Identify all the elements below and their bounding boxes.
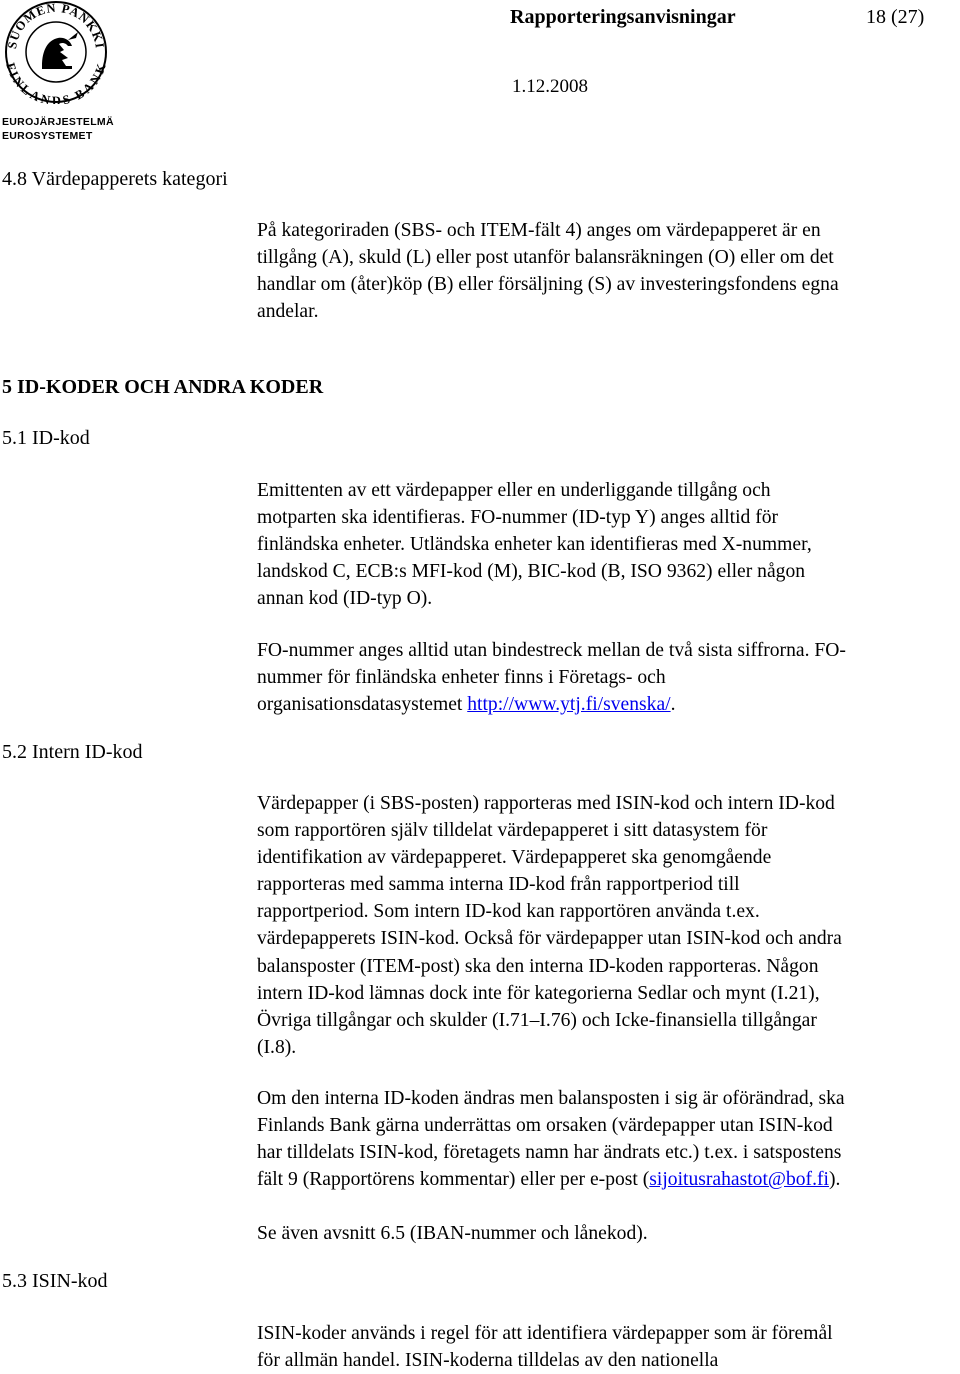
section-5-2-paragraph-1 xyxy=(257,790,957,1061)
finlands-bank-logo xyxy=(2,0,114,142)
text-line: Övriga tillgångar och skulder (I.71–I.76) och Icke-finansiella tillgångar xyxy=(257,1009,817,1031)
text-line: värdepapperets ISIN-kod. Också för värdepapper utan ISIN-kod och andra xyxy=(257,928,842,950)
text-line: finländska enheter. Utländska enheter kan identifieras med X-nummer, xyxy=(257,534,812,556)
text-line: nummer för finländska enheter finns i Företags- och xyxy=(257,667,666,689)
logo-line-1: EUROJÄRJESTELMÄ xyxy=(2,116,114,128)
text-fragment: organisationsdatasystemet xyxy=(257,694,468,716)
text-line: annan kod (ID-typ O). xyxy=(257,588,433,610)
text-line: Om den interna ID-koden ändras men balansposten i sig är oförändrad, ska xyxy=(257,1088,845,1109)
text-line: På kategoriraden (SBS- och ITEM-fält 4) anges om värdepapperet är en xyxy=(257,220,821,241)
section-4-8-paragraph xyxy=(257,217,957,325)
section-5-2-paragraph-2 xyxy=(257,1085,957,1193)
ytj-link[interactable]: http://www.ytj.fi/svenska/ xyxy=(467,694,671,716)
text-line: intern ID-kod lämnas dock inte för kategorierna Sedlar och mynt (I.21), xyxy=(257,982,820,1004)
text-line: rapportperiod. Som intern ID-kod kan rapportören använda t.ex. xyxy=(257,901,760,923)
text-line: landskod C, ECB:s MFI-kod (M), BIC-kod (B, ISO 9362) eller någon xyxy=(257,561,806,583)
text-line: Emittenten av ett värdepapper eller en underliggande tillgång och xyxy=(257,480,771,501)
text-line xyxy=(257,1166,957,1193)
section-5-1-heading: 5.1 ID-kod xyxy=(2,427,90,449)
document-date: 1.12.2008 xyxy=(512,76,588,97)
logo-line-2: EUROSYSTEMET xyxy=(2,130,93,142)
text-line: tillgång (A), skuld (L) eller post utanför balansräkningen (O) eller om det xyxy=(257,247,834,269)
text-line: som rapportören själv tilldelat värdepapperet i sitt datasystem för xyxy=(257,820,768,842)
text-fragment: ). xyxy=(828,1169,841,1191)
section-5-3-paragraph xyxy=(257,1320,957,1374)
text-line: Finlands Bank gärna underrättas om orsaken (värdepapper utan ISIN-kod xyxy=(257,1115,833,1137)
text-line: ISIN-koder används i regel för att identifiera värdepapper som är föremål xyxy=(257,1323,833,1344)
section-5-1-paragraph-2 xyxy=(257,637,957,718)
text-line: Se även avsnitt 6.5 (IBAN-nummer och lånekod). xyxy=(257,1223,648,1244)
section-5-1-paragraph-1 xyxy=(257,477,957,612)
bank-seal-icon xyxy=(2,0,110,104)
text-line: rapporteras med samma interna ID-kod från rapportperiod till xyxy=(257,874,740,896)
text-line: för allmän handel. ISIN-koderna tilldelas av den nationella xyxy=(257,1350,719,1372)
text-line: (I.8). xyxy=(257,1036,297,1058)
text-line: identifikation av värdepapperet. Värdepapperet ska genomgående xyxy=(257,847,772,869)
text-fragment: . xyxy=(670,694,676,716)
text-line: FO-nummer anges alltid utan bindestreck mellan de två sista siffrorna. FO- xyxy=(257,640,846,661)
email-link[interactable]: sijoitusrahastot@bof.fi xyxy=(649,1169,829,1191)
text-line: handlar om (åter)köp (B) eller försäljning (S) av investeringsfondens egna xyxy=(257,274,839,296)
section-5-2-heading: 5.2 Intern ID-kod xyxy=(2,741,143,763)
text-fragment: fält 9 (Rapportörens kommentar) eller per e-post ( xyxy=(257,1169,650,1191)
text-line: Värdepapper (i SBS-posten) rapporteras med ISIN-kod och intern ID-kod xyxy=(257,793,835,814)
svg-text:SUOMEN PANKKI: SUOMEN PANKKI xyxy=(5,0,107,50)
svg-text:FINLANDS BANK: FINLANDS BANK xyxy=(3,61,109,104)
text-line: andelar. xyxy=(257,301,319,323)
section-4-8-heading: 4.8 Värdepapperets kategori xyxy=(2,168,228,190)
text-line: balansposter (ITEM-post) ska den interna ID-koden rapporteras. Någon xyxy=(257,955,819,977)
document-title: Rapporteringsanvisningar xyxy=(510,6,736,28)
page-number: 18 (27) xyxy=(866,6,925,28)
section-5-heading: 5 ID-KODER OCH ANDRA KODER xyxy=(2,376,324,398)
section-5-2-paragraph-3 xyxy=(257,1220,957,1247)
section-5-3-heading: 5.3 ISIN-kod xyxy=(2,1270,108,1292)
text-line: motparten ska identifieras. FO-nummer (ID-typ Y) anges alltid för xyxy=(257,507,779,529)
text-line xyxy=(257,691,957,718)
text-line: har tilldelats ISIN-kod, företagets namn har ändrats etc.) t.ex. i satspostens xyxy=(257,1142,842,1164)
